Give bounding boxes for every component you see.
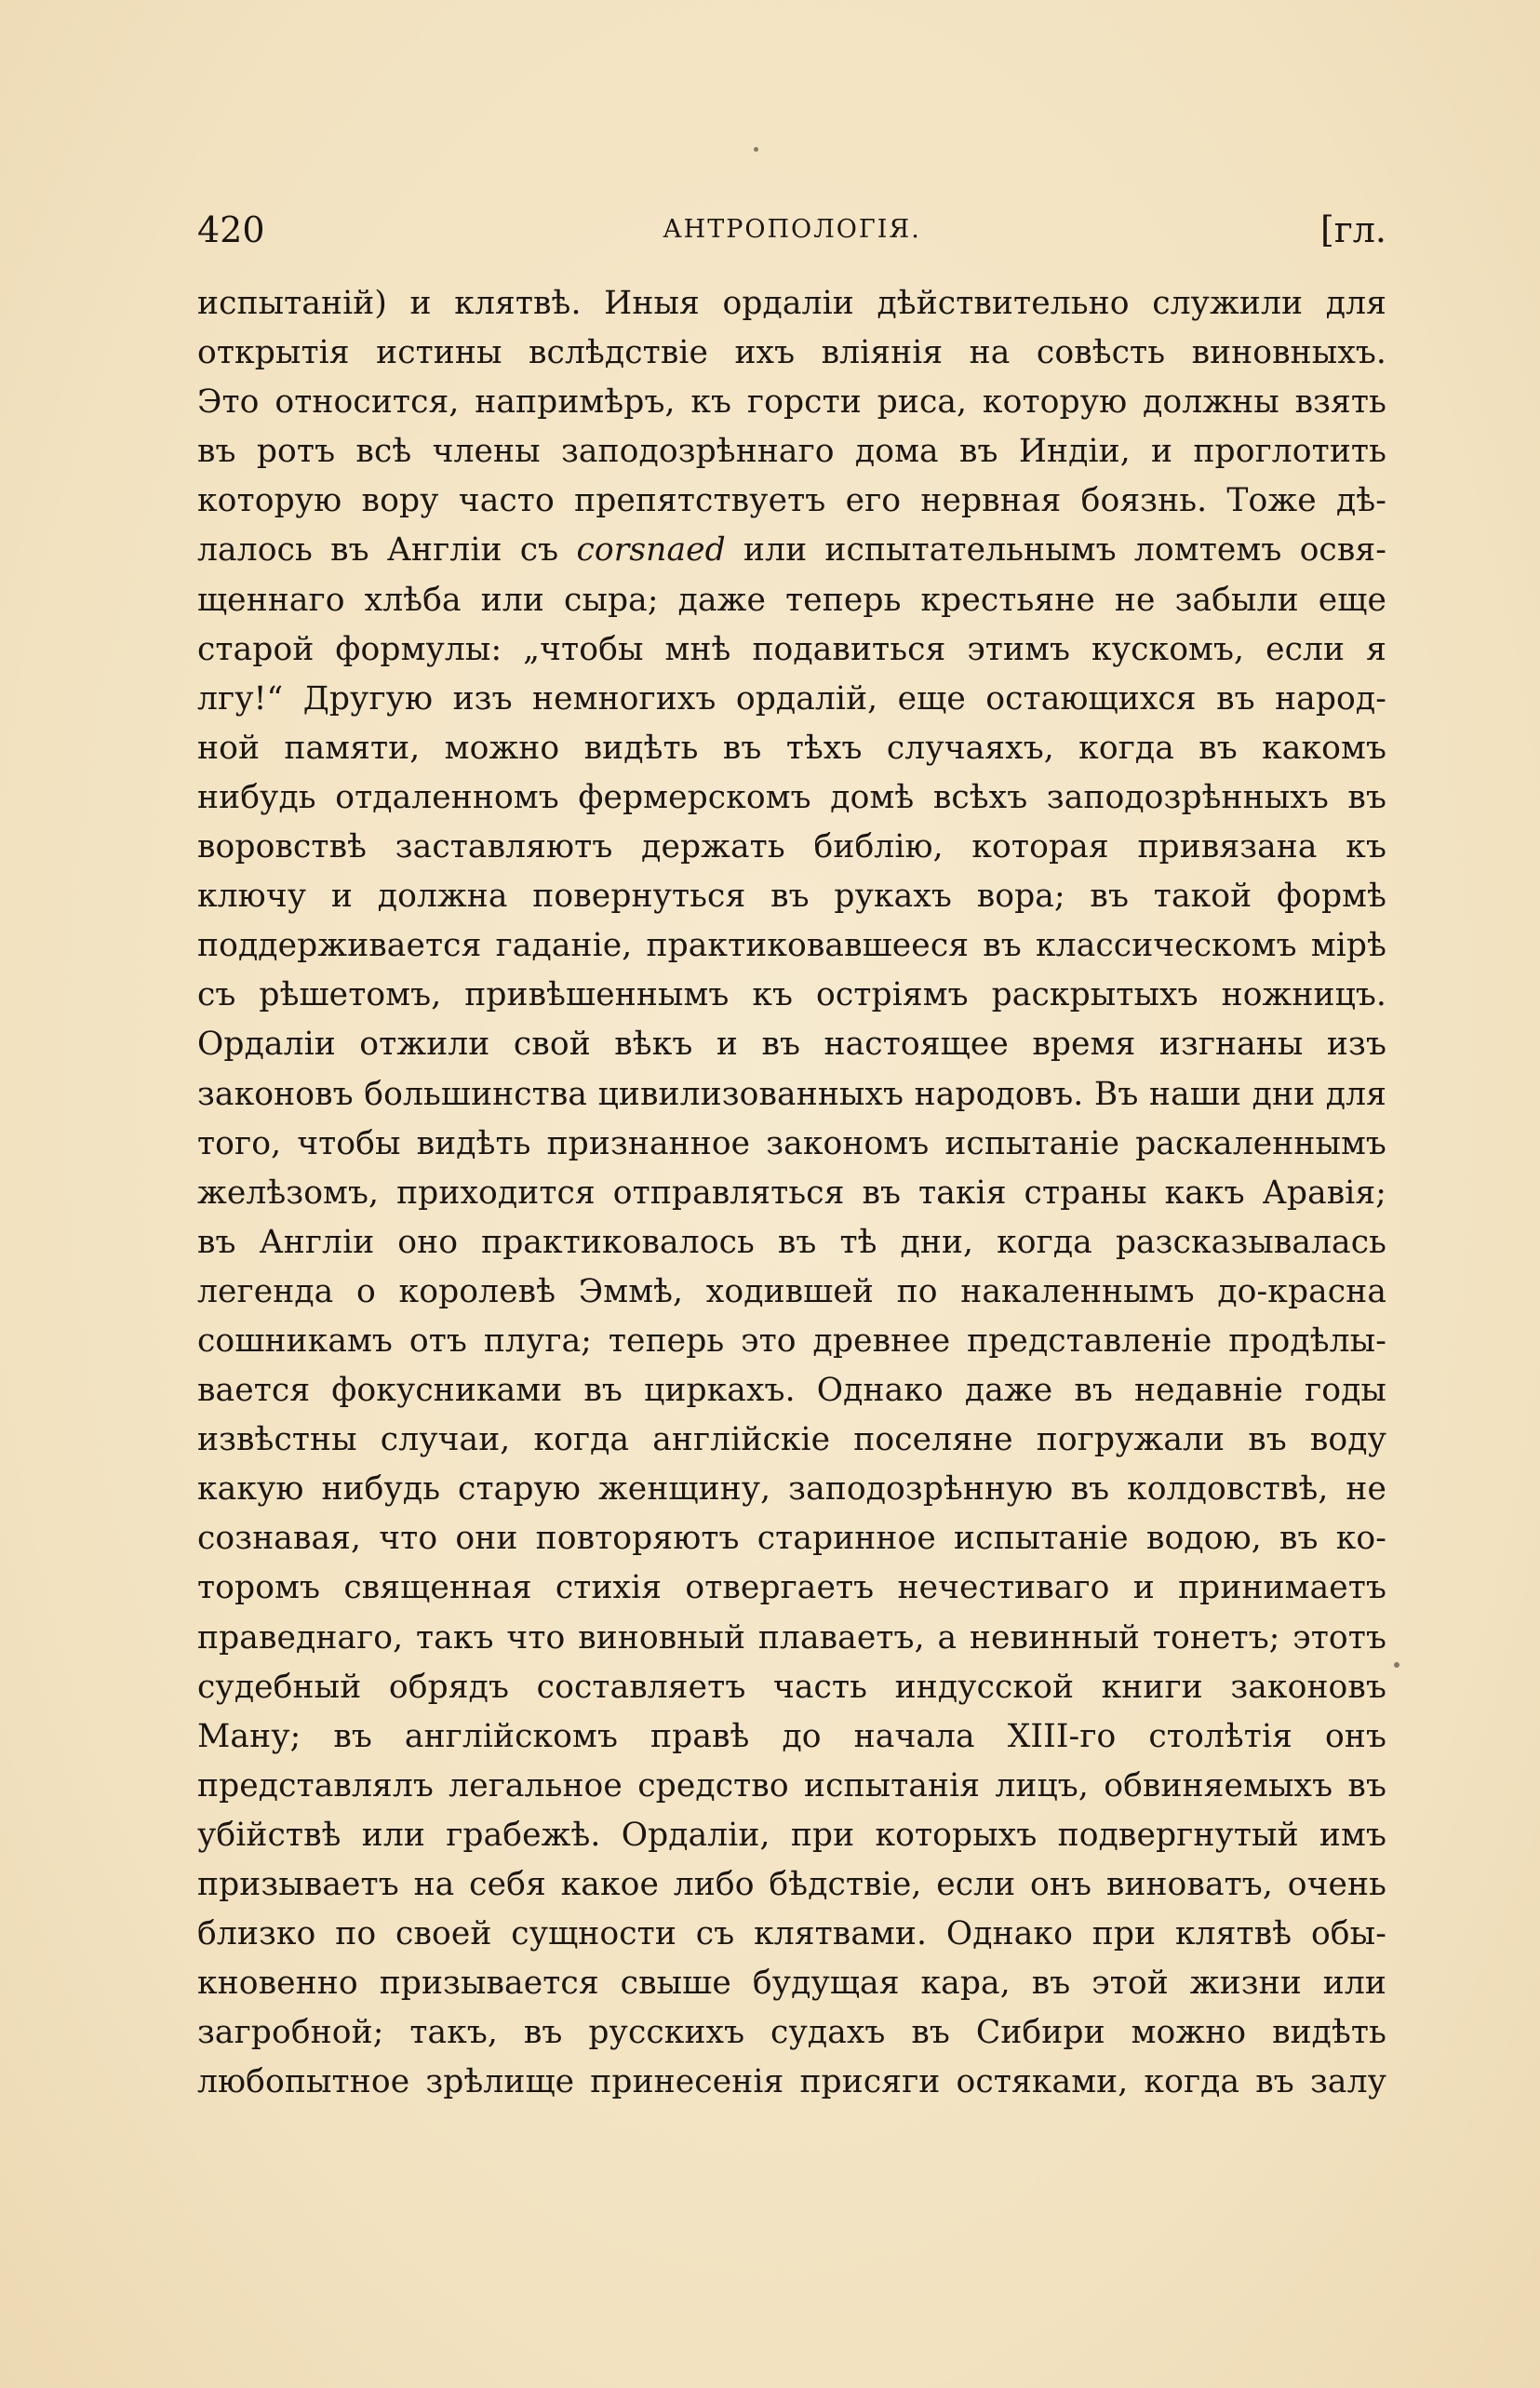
text-line: старой формулы: „чтобы мнѣ подавиться этимъ кускомъ, если я [197, 630, 1386, 668]
text-line: нибудь отдаленномъ фермерскомъ домѣ всѣхъ заподозрѣнныхъ въ [197, 778, 1386, 816]
text-line: ключу и должна повернуться въ рукахъ вора; въ такой формѣ [197, 878, 1386, 916]
page-header [197, 207, 1386, 253]
text-line: щеннаго хлѣба или сыра; даже теперь крестьяне не забыли еще [197, 581, 1386, 619]
ink-speck [1394, 1662, 1399, 1668]
text-line: ной памяти, можно видѣть въ тѣхъ случаяхъ, когда въ какомъ [197, 729, 1386, 767]
text-line: праведнаго, такъ что виновный плаваетъ, а невинный тонетъ; этотъ [197, 1618, 1386, 1657]
italic-term: corsnaed [576, 531, 726, 570]
text-line: испытаній) и клятвѣ. Иныя ордаліи дѣйствительно служили для [197, 285, 1386, 322]
text-line: призываетъ на себя какое либо бѣдствіе, если онъ виноватъ, очень [197, 1866, 1386, 1903]
text-line: въ Англіи оно практиковалось въ тѣ дни, когда разсказывалась [197, 1223, 1386, 1261]
text-line: Это относится, напримѣръ, къ горсти риса, которую должны взять [197, 383, 1386, 422]
text-line: воровствѣ заставляютъ держать библію, которая привязана къ [197, 828, 1386, 866]
text-line: сошникамъ отъ плуга; теперь это древнее представленіе продѣлы- [197, 1321, 1386, 1360]
text-line: вается фокусниками въ циркахъ. Однако даже въ недавніе годы [197, 1372, 1386, 1410]
chapter-mark: [гл. [1320, 209, 1386, 250]
text-line: лалось въ Англіи съ corsnaed или испытательнымъ ломтемъ освя- [197, 531, 1387, 570]
body-text [197, 279, 1386, 2107]
text-line: загробной; такъ, въ русскихъ судахъ въ Сибири можно видѣть [197, 2014, 1386, 2052]
text-line: торомъ священная стихія отвергаетъ нечестиваго и принимаетъ [197, 1569, 1386, 1607]
text-line: Ману; въ англійскомъ правѣ до начала XIII-го столѣтія онъ [197, 1717, 1386, 1755]
text-line: близко по своей сущности съ клятвами. Однако при клятвѣ обы- [197, 1915, 1386, 1953]
running-title: АНТРОПОЛОГІЯ. [663, 215, 921, 244]
text-line: какую нибудь старую женщину, заподозрѣнную въ колдовствѣ, не [197, 1470, 1386, 1509]
text-line: представлялъ легальное средство испытанія лицъ, обвиняемыхъ въ [197, 1766, 1386, 1804]
text-line: легенда о королевѣ Эммѣ, ходившей по накаленнымъ до-красна [197, 1272, 1386, 1310]
text-line: законовъ большинства цивилизованныхъ народовъ. Въ наши дни для [197, 1075, 1386, 1113]
text-line: судебный обрядъ составляетъ часть индусской книги законовъ [197, 1668, 1386, 1706]
text-line: того, чтобы видѣть признанное закономъ испытаніе раскаленнымъ [197, 1124, 1386, 1162]
page-number: 420 [197, 209, 265, 250]
text-line: съ рѣшетомъ, привѣшеннымъ къ остріямъ раскрытыхъ ножницъ. [197, 976, 1386, 1014]
text-line: убійствѣ или грабежѣ. Ордаліи, при которыхъ подвергнутый имъ [197, 1816, 1386, 1854]
text-line: лгу!“ Другую изъ немногихъ ордалій, еще остающихся въ народ- [197, 679, 1386, 718]
text-line: которую вору часто препятствуетъ его нервная боязнь. Тоже дѣ- [197, 482, 1386, 520]
text-line: кновенно призывается свыше будущая кара, въ этой жизни или [197, 1965, 1386, 2003]
text-line: въ ротъ всѣ члены заподозрѣннаго дома въ Индіи, и проглотить [197, 433, 1386, 471]
text-line: извѣстны случаи, когда англійскіе поселяне погружали въ воду [197, 1421, 1386, 1459]
text-line: поддерживается гаданіе, практиковавшееся въ классическомъ мірѣ [197, 927, 1386, 965]
text-line: желѣзомъ, приходится отправляться въ такія страны какъ Аравія; [197, 1174, 1386, 1212]
text-line: любопытное зрѣлище принесенія присяги остяками, когда въ залу [197, 2063, 1386, 2101]
text-line: открытія истины вслѣдствіе ихъ вліянія на совѣсть виновныхъ. [197, 334, 1386, 372]
ink-speck [754, 147, 758, 152]
text-line: Ордаліи отжили свой вѣкъ и въ настоящее время изгнаны изъ [197, 1026, 1386, 1064]
text-line: сознавая, что они повторяютъ старинное испытаніе водою, въ ко- [197, 1520, 1386, 1558]
